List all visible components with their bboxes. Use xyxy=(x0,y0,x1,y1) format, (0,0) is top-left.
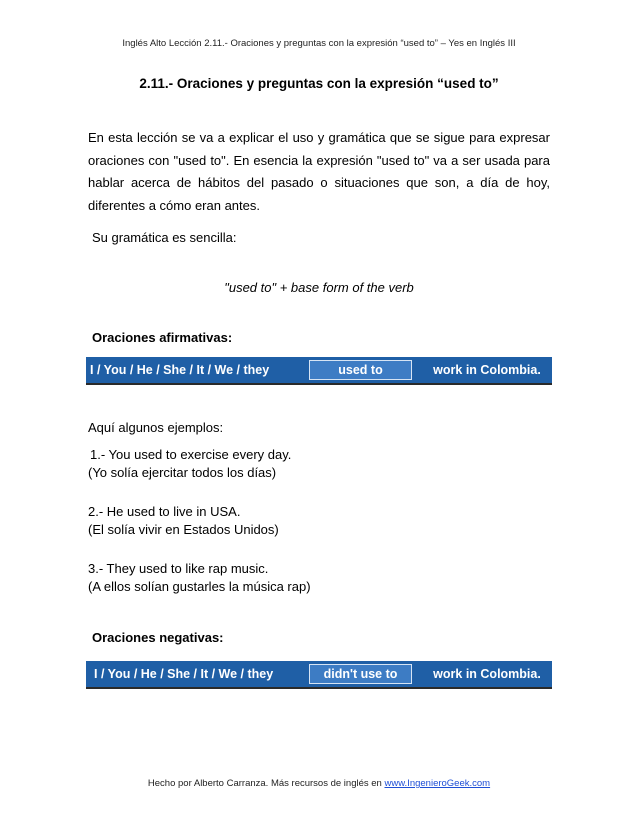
negative-subject-cell: I / You / He / She / It / We / they xyxy=(94,667,274,681)
example-3-english: 3.- They used to like rap music. xyxy=(88,561,269,576)
affirmative-structure-table xyxy=(86,357,552,385)
negative-verb-cell: didn't use to xyxy=(309,664,412,684)
affirmative-heading: Oraciones afirmativas: xyxy=(92,330,233,345)
page-footer xyxy=(0,778,638,789)
example-2-spanish: (El solía vivir en Estados Unidos) xyxy=(88,522,279,537)
footer-link[interactable]: www.IngenieroGeek.com xyxy=(384,778,491,789)
page-header: Inglés Alto Lección 2.11.- Oraciones y preguntas con la expresión “used to” – Yes en Inglés III xyxy=(122,38,516,49)
negative-heading: Oraciones negativas: xyxy=(92,630,224,645)
example-1-english: 1.- You used to exercise every day. xyxy=(90,447,292,462)
example-3-spanish: (A ellos solían gustarles la música rap) xyxy=(88,579,311,594)
examples-intro: Aquí algunos ejemplos: xyxy=(88,420,224,435)
intro-paragraph: En esta lección se va a explicar el uso y gramática que se sigue para expresar oraciones con "used to". En esencia la expresión "used to" va a ser usada para hablar acerca de hábitos del pasado o situaciones que son, a día de hoy, diferentes a cómo eran antes. xyxy=(88,130,550,213)
negative-complement-cell: work in Colombia. xyxy=(433,667,541,681)
example-2-english: 2.- He used to live in USA. xyxy=(88,504,241,519)
lesson-title: 2.11.- Oraciones y preguntas con la expresión “used to” xyxy=(139,76,499,91)
grammar-formula: "used to" + base form of the verb xyxy=(224,280,414,295)
example-1-spanish: (Yo solía ejercitar todos los días) xyxy=(88,465,277,480)
affirmative-subject-cell: I / You / He / She / It / We / they xyxy=(90,363,270,377)
footer-text: Hecho por Alberto Carranza. Más recursos de inglés en xyxy=(147,778,385,789)
affirmative-complement-cell: work in Colombia. xyxy=(433,363,541,377)
affirmative-verb-cell: used to xyxy=(309,360,412,380)
negative-structure-table xyxy=(86,661,552,689)
grammar-intro: Su gramática es sencilla: xyxy=(92,230,237,245)
